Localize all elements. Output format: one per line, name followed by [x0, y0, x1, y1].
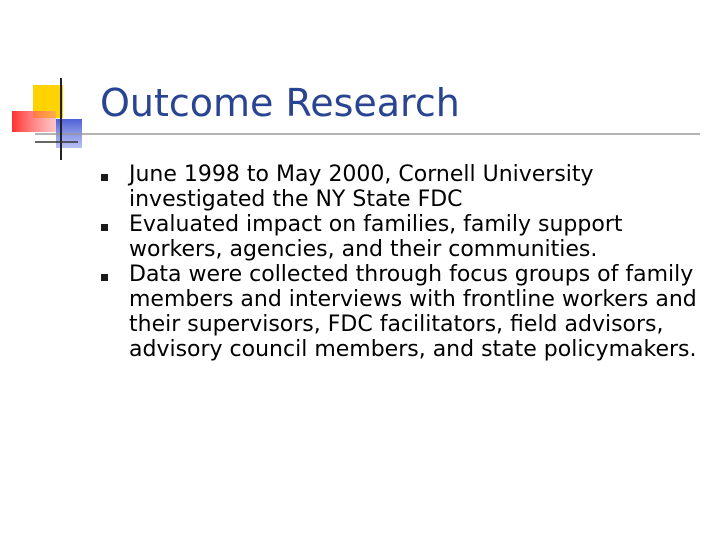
- bullet-item: [100, 262, 700, 362]
- bullet-text: June 1998 to May 2000, Cornell University investigated the NY State FDC: [129, 162, 594, 212]
- slide-title: Outcome Research: [100, 81, 460, 125]
- bullet-list: [100, 162, 700, 362]
- bullet-item: [100, 162, 700, 212]
- square-bullet-icon: [101, 224, 108, 231]
- bullet-text: Evaluated impact on families, family support workers, agencies, and their communities.: [129, 212, 623, 262]
- accent-red-bar: [12, 111, 56, 132]
- square-bullet-icon: [101, 174, 108, 181]
- bullet-item: [100, 212, 700, 262]
- bullet-text: Data were collected through focus groups of family members and interviews with frontline workers and their supervisors, FDC facilitators, field advisors, advisory council members, and state policymakers.: [129, 262, 697, 362]
- square-bullet-icon: [101, 274, 108, 281]
